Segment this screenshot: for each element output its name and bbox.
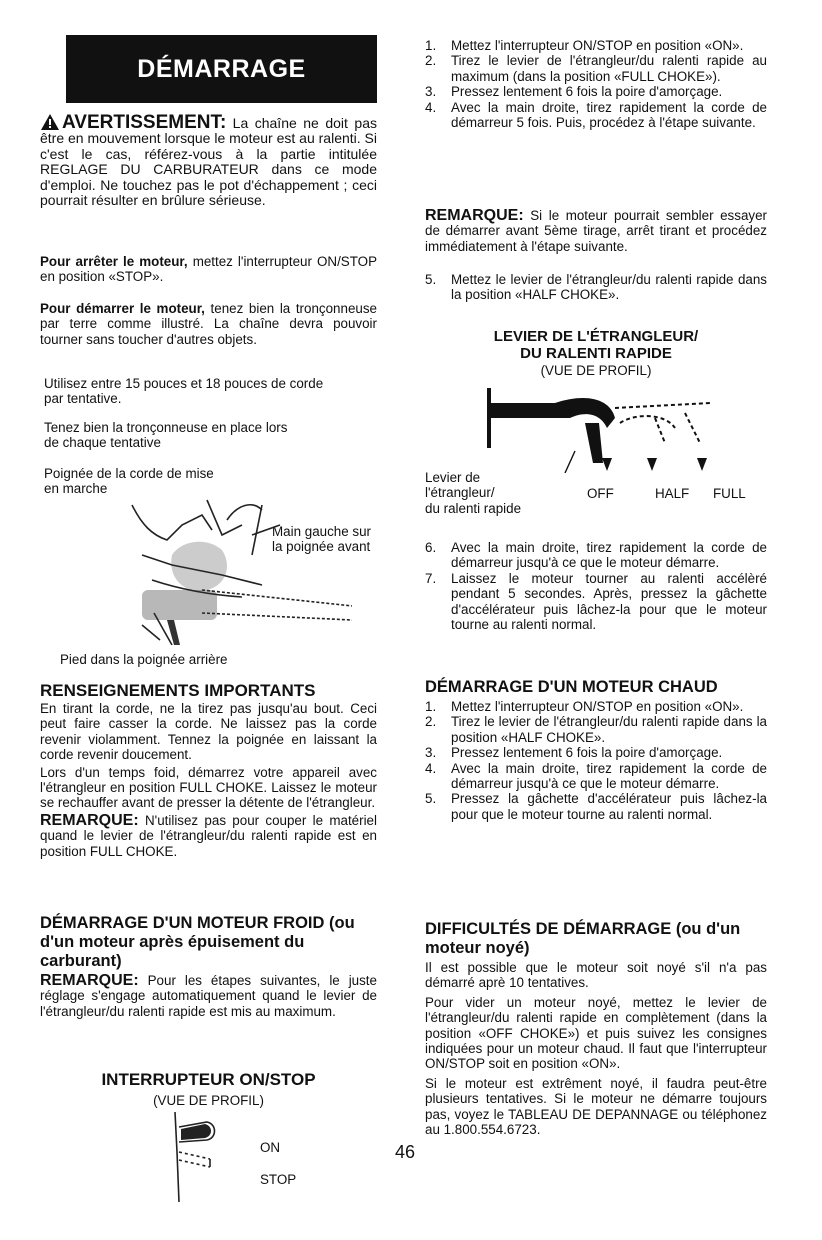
cold-start-section bbox=[40, 914, 377, 1019]
list-item bbox=[425, 761, 767, 792]
step-number: 5. bbox=[425, 272, 437, 287]
caption-left-hand: Main gauche sur la poignée avant bbox=[272, 524, 371, 555]
remarque-1-text: N'utilisez pas pour couper le matériel quand le levier de l'étrangleur/du ralenti rapide est en position FULL CHOKE. bbox=[40, 812, 377, 859]
caption-rope-handle: Poignée de la corde de mise en marche bbox=[44, 466, 214, 497]
step-5-list bbox=[425, 272, 767, 303]
step-text: Pressez lentement 6 fois la poire d'amorçage. bbox=[451, 84, 723, 100]
caption-hold-saw: Tenez bien la tronçonneuse en place lors de chaque tentative bbox=[44, 420, 288, 451]
banner-title: DÉMARRAGE bbox=[137, 54, 306, 83]
page-number: 46 bbox=[395, 1142, 416, 1162]
renseignements-p2: Lors d'un temps foid, démarrez votre appareil avec l'étrangleur en position FULL CHOKE. Laissez le moteur se rechauffer avant de presser la détente de l'étrangleur. bbox=[40, 764, 377, 811]
list-item bbox=[425, 100, 767, 131]
switch-on-label: ON bbox=[260, 1140, 281, 1155]
lever-label-line2: l'étrangleur/ bbox=[425, 485, 495, 501]
list-item bbox=[425, 84, 767, 99]
remarque-2-text: Pour les étapes suivantes, le juste réglage s'engage automatiquement quand le levier de l'étrangleur/du ralenti rapide est mis au maximum. bbox=[40, 973, 377, 1019]
troubleshooting-p1: Il est possible que le moteur soit noyé s'il n'a pas démarré aprè 10 tentatives. bbox=[425, 960, 767, 991]
choke-lever-icon bbox=[475, 383, 725, 473]
list-item bbox=[425, 699, 767, 714]
choke-lever-illustration bbox=[475, 383, 725, 473]
list-item bbox=[425, 571, 767, 633]
warning-text: La chaîne ne doit pas être en mouvement lorsque le moteur est au ralenti. Si c'est le cas, référez-vous à la partie intitulée REGLAGE DU CARBURATEUR dans ce mode d'emploi. Ne touchez pas le pot d'échappement ; ceci pourrait résulter en brûlure sérieuse. bbox=[40, 115, 377, 209]
stop-engine-paragraph bbox=[40, 254, 377, 285]
lever-label-line1: Levier de bbox=[425, 470, 481, 485]
list-item bbox=[425, 272, 767, 303]
remarque-3-paragraph bbox=[425, 208, 767, 254]
step-text: Pressez la gâchette d'accélérateur puis lâchez-la pour que le moteur tourne au ralenti normal. bbox=[451, 791, 767, 822]
remarque-label: REMARQUE: bbox=[425, 207, 524, 224]
stop-engine-bold: Pour arrêter le moteur, bbox=[40, 254, 188, 269]
start-engine-paragraph bbox=[40, 301, 377, 347]
lever-subheading: (VUE DE PROFIL) bbox=[540, 363, 652, 378]
list-item bbox=[425, 540, 767, 571]
chainsaw-illustration-icon bbox=[112, 495, 352, 645]
step-text: Avec la main droite, tirez rapidement la corde de démarreur 5 fois. Puis, procédez à l'étape suivante. bbox=[451, 99, 767, 131]
list-item bbox=[425, 38, 767, 53]
step-number: 6. bbox=[425, 540, 437, 555]
lever-heading-line1: LEVIER DE L'ÉTRANGLEUR/ bbox=[493, 328, 699, 345]
warm-start-section bbox=[425, 678, 767, 822]
caption-foot-handle: Pied dans la poignée arrière bbox=[60, 652, 228, 667]
warm-start-heading: DÉMARRAGE D'UN MOTEUR CHAUD bbox=[425, 678, 718, 696]
list-item bbox=[425, 714, 767, 745]
list-item bbox=[425, 53, 767, 84]
troubleshooting-p2: Pour vider un moteur noyé, mettez le levier de l'étrangleur/du ralenti rapide en complètement (dans la position «OFF CHOKE») et puis suivez les consignes indiquées pour un moteur chaud. Il faut que l'interrupteur ON/STOP soit en position «ON». bbox=[425, 994, 767, 1072]
remarque-3-text: Si le moteur pourrait sembler essayer de démarrer avant 5ème tirage, arrêt tirant et procédez immédiatement à l'étape suivante. bbox=[425, 208, 767, 254]
step-text: Tirez le levier de l'étrangleur/du ralenti rapide dans la position «HALF CHOKE». bbox=[451, 714, 767, 745]
step-number: 2. bbox=[425, 53, 437, 69]
troubleshooting-p3: Si le moteur est extrême​nt noyé, il faudra peut-être plusieurs tentatives. Si le moteur ne démarre toujours pas, voyez le TABLEAU DE DEPANNAGE ou téléphonez au 1.800.554.6723. bbox=[425, 1075, 767, 1138]
step-number: 4. bbox=[425, 760, 437, 776]
switch-subheading: (VUE DE PROFIL) bbox=[153, 1093, 264, 1108]
warning-icon bbox=[40, 113, 60, 131]
list-item bbox=[425, 791, 767, 822]
chainsaw-start-illustration bbox=[112, 495, 352, 645]
renseignements-section bbox=[40, 681, 377, 859]
step-text: Mettez le levier de l'étrangleur/du ralenti rapide dans la position «HALF CHOKE». bbox=[451, 272, 767, 303]
step-number: 5. bbox=[425, 791, 437, 807]
stop-engine-text: mettez l'interrupteur ON/STOP en position «STOP». bbox=[40, 254, 377, 285]
section-banner bbox=[66, 35, 377, 103]
lever-label bbox=[425, 470, 575, 516]
start-engine-text: tenez bien la tronçonneuse par terre comme illustré. La chaîne devra pouvoir tourner sans toucher d'autres objets. bbox=[40, 301, 377, 347]
step-text: Avec la main droite, tirez rapidement la corde de démarreur jusqu'à ce que le moteur démarre. bbox=[451, 760, 767, 792]
step-text: Pressez lentement 6 fois la poire d'amorçage. bbox=[451, 745, 723, 761]
warning-title: AVERTISSEMENT: bbox=[62, 112, 227, 133]
step-number: 1. bbox=[425, 38, 437, 53]
renseignements-heading: RENSEIGNEMENTS IMPORTANTS bbox=[40, 681, 316, 700]
warm-start-steps bbox=[425, 699, 767, 822]
cold-start-steps bbox=[425, 38, 767, 130]
caption-rope-length: Utilisez entre 15 pouces et 18 pouces de corde par tentative. bbox=[44, 376, 324, 407]
step-number: 4. bbox=[425, 99, 437, 115]
choke-full-label: FULL bbox=[713, 486, 746, 501]
warning-block bbox=[40, 113, 377, 208]
remarque-label: REMARQUE: bbox=[40, 811, 139, 829]
renseignements-p1: En tirant la corde, ne la tirez pas jusqu'au bout. Ceci peut faire casser la corde. Ne laissez pas la corde revenir violamment. Tennez la poignée en laissant la corde revenir doucement. bbox=[40, 701, 377, 763]
lever-label-line3: du ralenti rapide bbox=[425, 500, 522, 516]
choke-half-label: HALF bbox=[655, 486, 690, 501]
step-text: Mettez l'interrupteur ON/STOP en position «ON». bbox=[451, 38, 744, 53]
step-number: 1. bbox=[425, 699, 437, 714]
on-stop-switch-illustration bbox=[165, 1112, 255, 1208]
cold-start-heading: DÉMARRAGE D'UN MOTEUR FROID (ou d'un moteur après épuisement du carburant) bbox=[40, 914, 355, 970]
remarque-label: REMARQUE: bbox=[40, 972, 139, 989]
step-text: Mettez l'interrupteur ON/STOP en position «ON». bbox=[451, 699, 744, 714]
step-text: Laissez le moteur tourner au ralenti accélèré pendant 5 secondes. Après, pressez la gâchette d'accélérateur puis lâchez-la pour que le moteur tourne au ralenti normal. bbox=[451, 570, 767, 633]
switch-diagram-heading bbox=[40, 1070, 377, 1108]
lever-diagram-heading bbox=[425, 328, 767, 378]
step-number: 7. bbox=[425, 570, 437, 586]
remarque-2-paragraph bbox=[40, 973, 377, 1019]
step-text: Tirez le levier de l'étrangleur/du ralenti rapide au maximum (dans la position «FULL CHOKE»). bbox=[451, 53, 767, 84]
list-item bbox=[425, 745, 767, 760]
step-number: 3. bbox=[425, 745, 437, 761]
start-engine-bold: Pour démarrer le moteur, bbox=[40, 301, 205, 316]
troubleshooting-heading: DIFFICULTÉS DE DÉMARRAGE (ou d'un moteur noyé) bbox=[425, 920, 741, 957]
step-number: 3. bbox=[425, 84, 437, 100]
choke-off-label: OFF bbox=[587, 486, 614, 501]
on-stop-switch-icon bbox=[165, 1112, 255, 1208]
steps-6-7 bbox=[425, 540, 767, 632]
switch-heading: INTERRUPTEUR ON/STOP bbox=[101, 1070, 316, 1089]
remarque-1-paragraph bbox=[40, 813, 377, 859]
step-text: Avec la main droite, tirez rapidement la corde de démarreur jusqu'à ce que le moteur démarre. bbox=[451, 540, 767, 571]
switch-stop-label: STOP bbox=[260, 1172, 297, 1187]
step-number: 2. bbox=[425, 714, 437, 730]
lever-heading-line2: DU RALENTI RAPIDE bbox=[520, 345, 672, 362]
troubleshooting-section bbox=[425, 920, 767, 1137]
